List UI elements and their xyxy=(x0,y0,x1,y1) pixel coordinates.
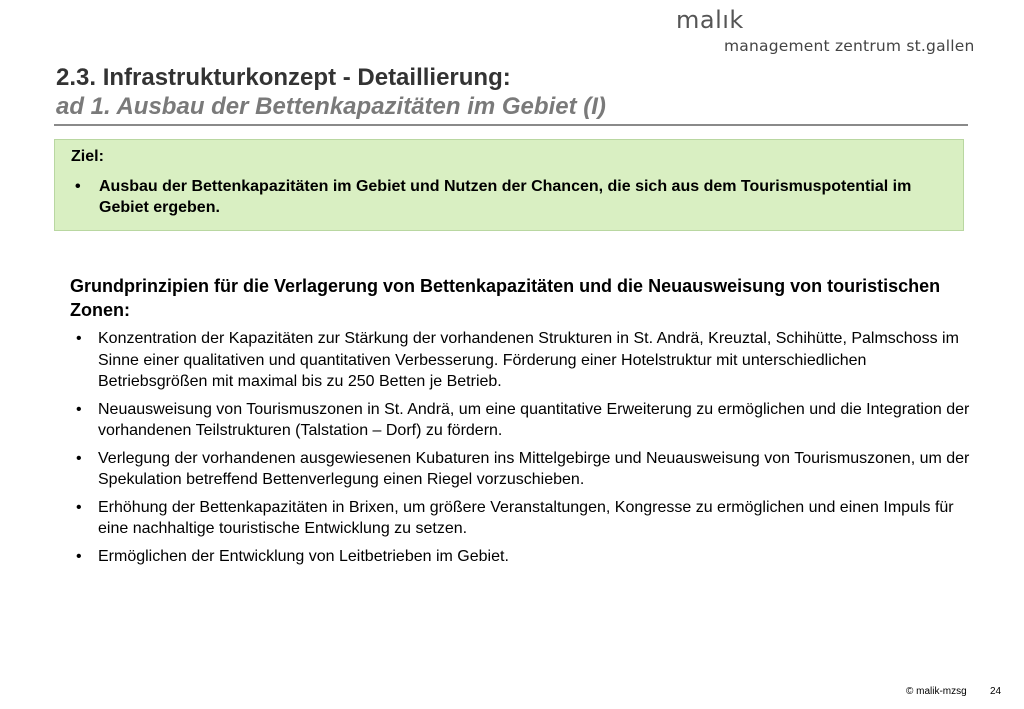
page-number: 24 xyxy=(990,686,1002,697)
principles-section xyxy=(70,274,970,573)
title-main: 2.3. Infrastrukturkonzept - Detaillierung: xyxy=(56,64,511,91)
list-item xyxy=(70,399,970,442)
bullet-icon: • xyxy=(76,498,82,516)
bullet-icon: • xyxy=(76,400,82,418)
bullet-icon: • xyxy=(76,547,82,565)
title-subtitle: ad 1. Ausbau der Bettenkapazitäten im Gebiet (I) xyxy=(56,93,606,120)
logo-name: malık xyxy=(676,6,744,34)
footer-copyright: © malik-mzsg xyxy=(906,686,967,697)
slide-title xyxy=(56,63,976,121)
title-divider xyxy=(54,124,968,126)
list-item xyxy=(70,448,970,491)
goal-item xyxy=(71,176,931,218)
list-item-text: Neuausweisung von Tourismuszonen in St. Andrä, um eine quantitative Erweiterung zu ermöglichen und die Integration der vorhandenen Teilstrukturen (Talstation – Dorf) zu fördern. xyxy=(98,400,970,439)
bullet-icon: • xyxy=(75,178,81,195)
list-item-text: Konzentration der Kapazitäten zur Stärkung der vorhandenen Strukturen in St. Andrä, Kreuztal, Schihütte, Palmschoss im Sinne einer qualitativen und quantitativen Verbesserung. Förderung einer Hotelstruktur mit unterschiedlichen Betriebsgrößen mit maximal bis zu 250 Betten je Betrieb. xyxy=(98,330,959,390)
goal-item-text: Ausbau der Bettenkapazitäten im Gebiet und Nutzen der Chancen, die sich aus dem Tourismuspotential im Gebiet ergeben. xyxy=(99,178,912,216)
bullet-icon: • xyxy=(76,449,82,467)
list-item-text: Verlegung der vorhandenen ausgewiesenen Kubaturen ins Mittelgebirge und Neuausweisung von Tourismuszonen, um der Spekulation betreffend Bettenverlegung einen Riegel vorzuschieben. xyxy=(98,449,970,488)
logo-tagline: management zentrum st.gallen xyxy=(724,37,975,55)
goal-heading: Ziel: xyxy=(71,148,104,165)
list-item xyxy=(70,497,970,540)
principles-heading: Grundprinzipien für die Verlagerung von Bettenkapazitäten und die Neuausweisung von touristischen Zonen: xyxy=(70,276,941,320)
list-item xyxy=(70,546,970,568)
list-item-text: Erhöhung der Bettenkapazitäten in Brixen, um größere Veranstaltungen, Kongresse zu ermöglichen und einen Impuls für eine nachhaltige touristische Entwicklung zu setzen. xyxy=(98,498,954,537)
bullet-icon: • xyxy=(76,330,82,347)
company-logo xyxy=(676,6,976,61)
goal-box xyxy=(54,139,964,231)
list-item xyxy=(70,328,970,393)
list-item-text: Ermöglichen der Entwicklung von Leitbetrieben im Gebiet. xyxy=(98,547,509,565)
